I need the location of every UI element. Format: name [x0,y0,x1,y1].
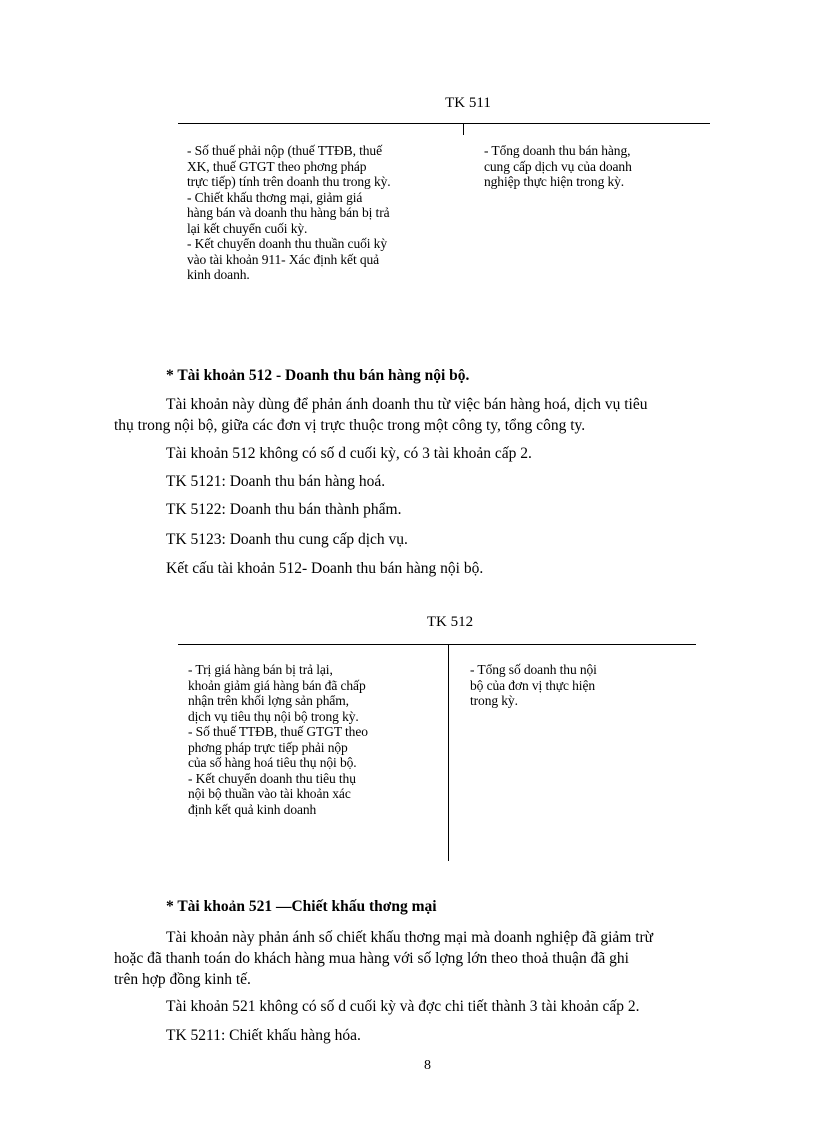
text-line: - Chiết khấu thơng mại, giảm giá [187,189,363,205]
tk511-credit-side [484,143,632,190]
tk512-divider [448,644,449,861]
list-item: TK 5122: Doanh thu bán thành phẩm. [166,501,402,518]
text-line: - Số thuế phải nộp (thuế TTĐB, thuế [187,143,382,158]
text-line: lại kết chuyển cuối kỳ. [187,220,308,236]
text-line: - Tổng doanh thu bán hàng, [484,143,631,158]
text-line: XK, thuế GTGT theo phơng pháp [187,158,367,174]
text-line: nội bộ thuần vào tài khoản xác [188,786,351,801]
list-item: TK 5123: Doanh thu cung cấp dịch vụ. [166,531,408,548]
section-512-heading: * Tài khoản 512 - Doanh thu bán hàng nội bộ. [166,367,470,384]
text-line: dịch vụ tiêu thụ nội bộ trong kỳ. [188,708,359,724]
text-line: bộ của đơn vị thực hiện [470,677,596,693]
tk511-title: TK 511 [445,95,491,111]
paragraph-line: Tài khoản 512 không có số d cuối kỳ, có 3 tài khoản cấp 2. [166,445,532,462]
tk512-debit-side [188,662,368,817]
section-521-heading: * Tài khoản 521 —Chiết khấu thơng mại [166,898,437,915]
tk511-divider [463,123,464,135]
text-line: khoản giảm giá hàng bán đã chấp [188,677,366,693]
text-line: nhận trên khối lợng sản phẩm, [188,693,349,708]
text-line: trong kỳ. [470,693,518,708]
paragraph-line: Tài khoản này phản ánh số chiết khấu thơng mại mà doanh nghiệp đã giảm trừ [166,929,654,946]
text-line: cung cấp dịch vụ của doanh [484,158,632,174]
paragraph-line: thụ trong nội bộ, giữa các đơn vị trực thuộc trong một công ty, tổng công ty. [114,417,586,434]
tk512-credit-side [470,662,597,709]
text-line: - Kết chuyển doanh thu thuần cuối kỳ [187,236,387,251]
tk512-top-line [178,644,696,645]
paragraph-line: trên hợp đồng kinh tế. [114,971,251,988]
text-line: - Kết chuyển doanh thu tiêu thụ [188,770,356,786]
text-line: kinh doanh. [187,267,250,282]
text-line: của số hàng hoá tiêu thụ nội bộ. [188,755,357,770]
text-line: hàng bán và doanh thu hàng bán bị trả [187,205,390,220]
text-line: - Trị giá hàng bán bị trả lại, [188,662,333,677]
text-line: - Tổng số doanh thu nội [470,662,597,677]
page-number: 8 [424,1058,431,1073]
text-line: nghiệp thực hiện trong kỳ. [484,174,625,189]
tk512-title: TK 512 [426,614,474,630]
paragraph-line: Tài khoản 521 không có số d cuối kỳ và đợc chi tiết thành 3 tài khoản cấp 2. [166,998,640,1015]
text-line: - Số thuế TTĐB, thuế GTGT theo [188,724,368,739]
list-item: TK 5211: Chiết khấu hàng hóa. [166,1027,361,1044]
paragraph-line: Kết cấu tài khoản 512- Doanh thu bán hàng nội bộ. [166,560,484,577]
paragraph-line: Tài khoản này dùng để phản ánh doanh thu từ việc bán hàng hoá, dịch vụ tiêu [166,396,648,413]
text-line: định kết quả kinh doanh [188,801,317,817]
text-line: trực tiếp) tính trên doanh thu trong kỳ. [187,174,391,189]
tk511-debit-side [187,143,391,283]
list-item: TK 5121: Doanh thu bán hàng hoá. [166,473,386,490]
text-line: vào tài khoản 911- Xác định kết quả [187,251,380,267]
text-line: phơng pháp trực tiếp phải nộp [188,739,348,755]
tk511-top-line [178,123,710,124]
paragraph-line: hoặc đã thanh toán do khách hàng mua hàng với số lợng lớn theo thoả thuận đã ghi [114,950,629,967]
